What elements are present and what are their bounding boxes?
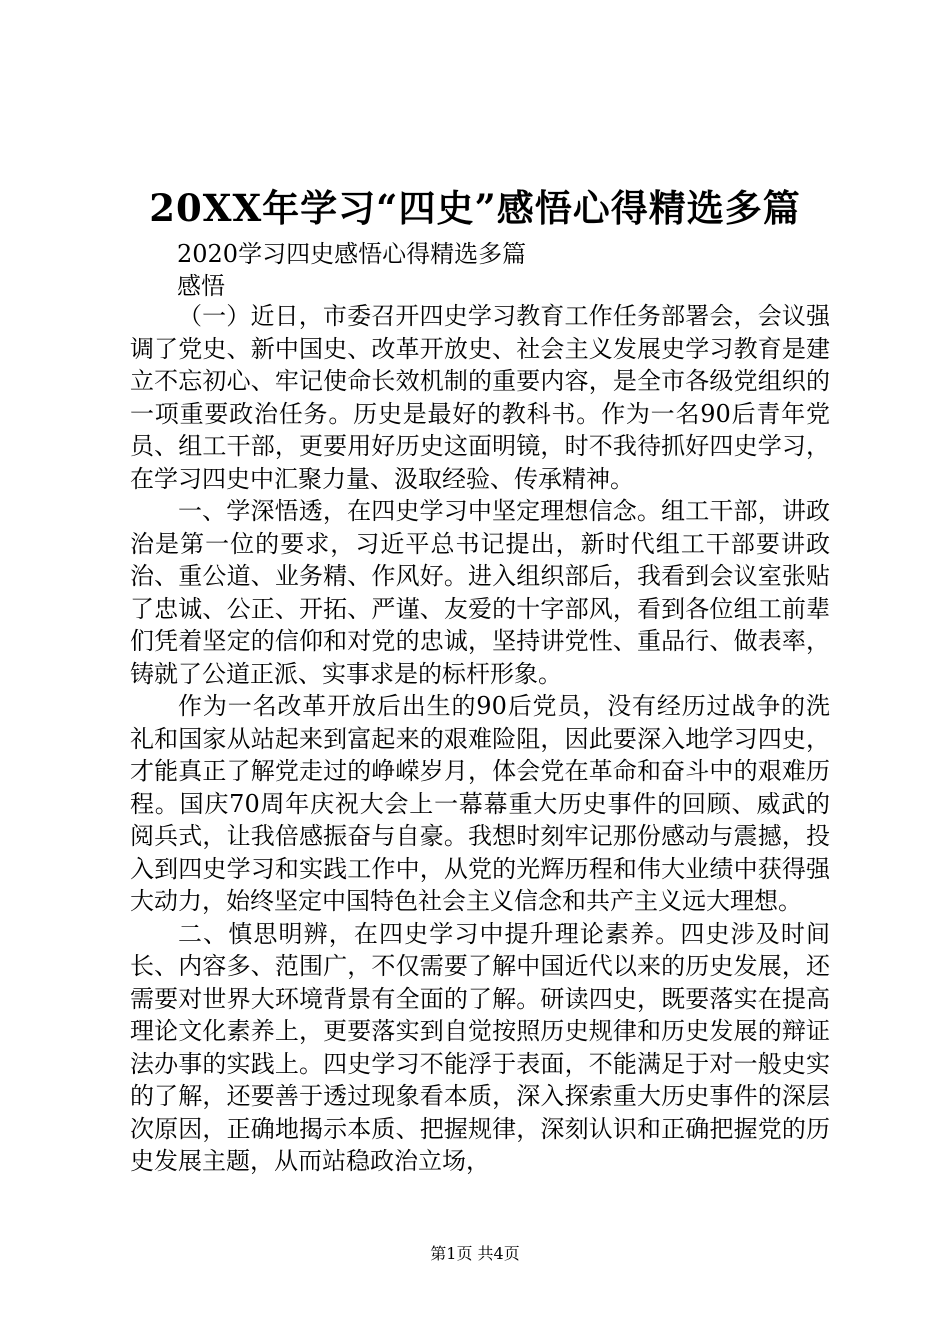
document-title: 20XX年学习“四史”感悟心得精选多篇 — [149, 186, 801, 230]
page-footer: 第1页 共4页 — [430, 1244, 520, 1263]
paragraph: 一、学深悟透，在四史学习中坚定理想信念。组工干部，讲政治是第一位的要求，习近平总书记提出，新时代组工干部要讲政治、重公道、业务精、作风好。进入组织部后，我看到会议室张贴了忠诚、公正、开拓、严谨、友爱的十字部风，看到各位组工前辈们凭着坚定的信仰和对党的忠诚，坚持讲党性、重品行、做表率，铸就了公道正派、实事求是的标杆形象。 — [130, 497, 830, 688]
paragraph: 二、慎思明辨，在四史学习中提升理论素养。四史涉及时间长、内容多、范围广，不仅需要了解中国近代以来的历史发展，还需要对世界大环境背景有全面的了解。研读四史，既要落实在提高理论文化素养上，更要落实到自觉按照历史规律和历史发展的辩证法办事的实践上。四史学习不能浮于表面，不能满足于对一般史实的了解，还要善于透过现象看本质，深入探索重大历史事件的深层次原因，正确地揭示本质、把握规律，深刻认识和正确把握党的历史发展主题，从而站稳政治立场， — [130, 919, 830, 1175]
paragraph: 作为一名改革开放后出生的90后党员，没有经历过战争的洗礼和国家从站起来到富起来的艰难险阻，因此要深入地学习四史，才能真正了解党走过的峥嵘岁月，体会党在革命和奋斗中的艰难历程。国庆70周年庆祝大会上一幕幕重大历史事件的回顾、威武的阅兵式，让我倍感振奋与自豪。我想时刻牢记那份感动与震撼，投入到四史学习和实践工作中，从党的光辉历程和伟大业绩中获得强大动力，始终坚定中国特色社会主义信念和共产主义远大理想。 — [130, 692, 830, 915]
document-tag: 感悟 — [177, 272, 225, 300]
document-subtitle: 2020学习四史感悟心得精选多篇 — [177, 240, 527, 268]
document-body — [130, 300, 830, 1178]
paragraph: （一）近日，市委召开四史学习教育工作任务部署会，会议强调了党史、新中国史、改革开放史、社会主义发展史学习教育是建立不忘初心、牢记使命长效机制的重要内容，是全市各级党组织的一项重要政治任务。历史是最好的教科书。作为一名90后青年党员、组工干部，更要用好历史这面明镜，时不我待抓好四史学习，在学习四史中汇聚力量、汲取经验、传承精神。 — [130, 302, 830, 493]
